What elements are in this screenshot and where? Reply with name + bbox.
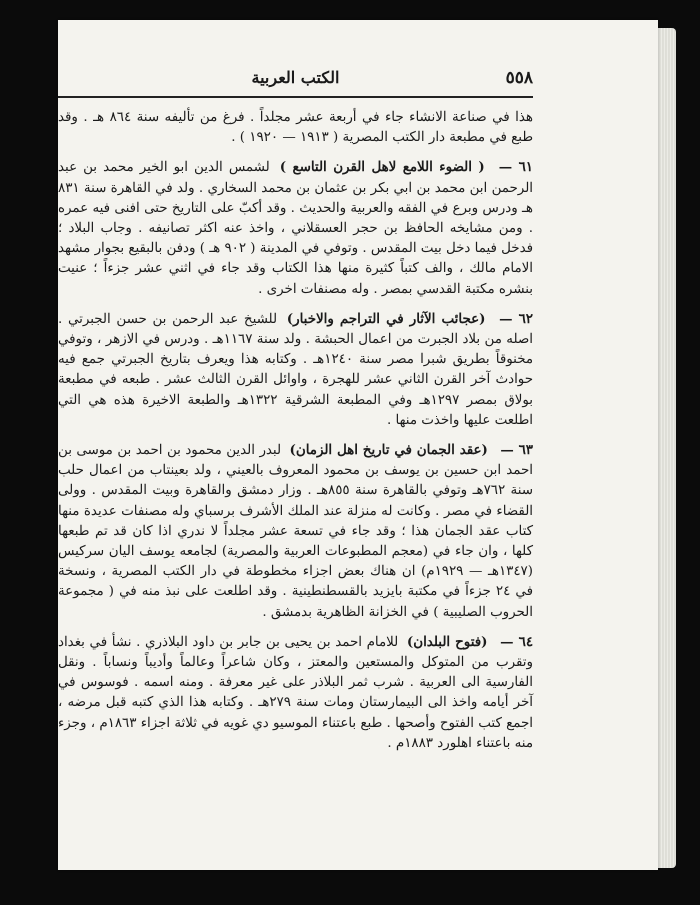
entry-64: [58, 632, 533, 754]
entry-text: للامام احمد بن يحيى بن جابر بن داود البلاذري . نشأ في بغداد وتقرب من المتوكل والمستعين والمعتز ، وكان شاعراً وعالماً وأديباً ونساباً . ونقل الفارسية الى العربية . شرب ثمر البلاذر على غير معرفة . ومنه اسمه . فوسوس في آخر أيامه واخذ الى البيمارستان ومات سنة ٢٧٩هـ . وكتابه هذا الذي كتبه قبل مرضه ، اجمع كتب الفتوح وأصحها . طبع باعتناء الموسيو دي غويه في ثلاثة اجزاء ١٨٦٣م ، وجزء منه باعتناء اهلورد ١٨٨٣م .: [58, 634, 533, 751]
entry-number: ٦٢ —: [499, 310, 533, 327]
page-number: ٥٥٨: [505, 68, 533, 88]
entry-number: ٦٤ —: [500, 633, 534, 650]
running-title: الكتب العربية: [251, 68, 340, 87]
entry-title: (عجائب الآثار في التراجم والاخبار): [286, 310, 486, 327]
entry-text: لشمس الدين ابو الخير محمد بن عبد الرحمن ابن محمد بن ابي بكر بن عثمان بن محمد السخاري . ولد في القاهرة سنة ٨٣١ هـ ودرس وبرع في الفقه والعربية والحديث . وقد أكبّ على التاريخ حتى افنى فيه عمره . ومن مشايخه الحافظ بن حجر العسقلاني ، واخذ عنه اكثر تصانيفه . وجاب البلاد ؛ فدخل فيما دخل بيت المقدس . وتوفي في المدينة ( ٩٠٢ هـ ) ودفن بالبقيع بجوار مشهد الامام مالك ، والف كتباً كثيرة منها هذا الكتاب وقد جاء في اثني عشر جزءاً ؛ عنيت بنشره مكتبة القدسي بمصر . وله مصنفات اخرى .: [58, 160, 533, 297]
entry-title: (عقد الجمان في تاريخ اهل الزمان): [289, 442, 488, 459]
entry-number: ٦١ —: [498, 159, 533, 176]
paragraph-continuation: [58, 108, 533, 148]
entry-text: لبدر الدين محمود بن احمد بن موسى بن احمد ابن حسين بن يوسف بن محمود المعروف بالعيني ، ولد بعينتاب من اعمال حلب سنة ٧٦٢هـ وتوفي بالقاهرة سنة ٨٥٥هـ . وزار دمشق والقاهرة وبيت المقدس . وولى القضاء في مصر . وكانت له منزلة عند الملك الأشرف برسباي وله مصنفات عديدة منها كتاب عقد الجمان هذا ؛ وقد جاء في تسعة عشر مجلداً لا ندري اذا كان قد تم طبعها كلها ، وان جاء في (معجم المطبوعات العربية والمصرية) لجامعه يوسف اليان سركيس (١٣٤٧هـ — ١٩٢٩م) ان هناك بعض اجزاء مخطوطة في دار الكتب المصرية ، ونسخة في ٢٤ جزءاً في مكتبة بايزيد بالقسطنطينية . وقد اطلعت على نبذ منه في ( مجموعة الحروب الصليبية ) في الخزانة الظاهرية بدمشق .: [58, 443, 533, 620]
entry-62: [58, 309, 533, 431]
entry-61: [58, 157, 533, 299]
entry-title: ( الضوء اللامع لاهل القرن التاسع ): [279, 159, 485, 176]
entry-text: للشيخ عبد الرحمن بن حسن الجبرتي . اصله من بلاد الجبرت من اعمال الحبشة . ولد سنة ١١٦٧هـ . ودرس في الازهر ، وتوفي مخنوقاً بطريق شبرا مصر سنة ١٢٤٠هـ . وكتابه هذا ويعرف بتاريخ الجبرتي جمع فيه حوادث آخر القرن الثاني عشر للهجرة ، واوائل القرن الثالث عشر . طبعه في مطبعة بولاق بمصر ١٢٩٧هـ وفي المطبعة الشرقية ١٣٢٢هـ والطبعة الاخيرة هذه هي التي اطلعت عليها واخذت منها .: [58, 311, 534, 428]
page-header: [58, 64, 533, 98]
paragraph-text: هذا في صناعة الانشاء جاء في أربعة عشر مجلداً . فرغ من تأليفه سنة ٨٦٤ هـ . وقد طبع في مطبعة دار الكتب المصرية ( ١٩١٣ — ١٩٢٠ ) .: [58, 110, 533, 146]
entry-63: [58, 440, 533, 623]
page-body: [58, 108, 533, 763]
entry-number: ٦٣ —: [500, 442, 533, 459]
entry-title: (فتوح البلدان): [406, 633, 488, 650]
